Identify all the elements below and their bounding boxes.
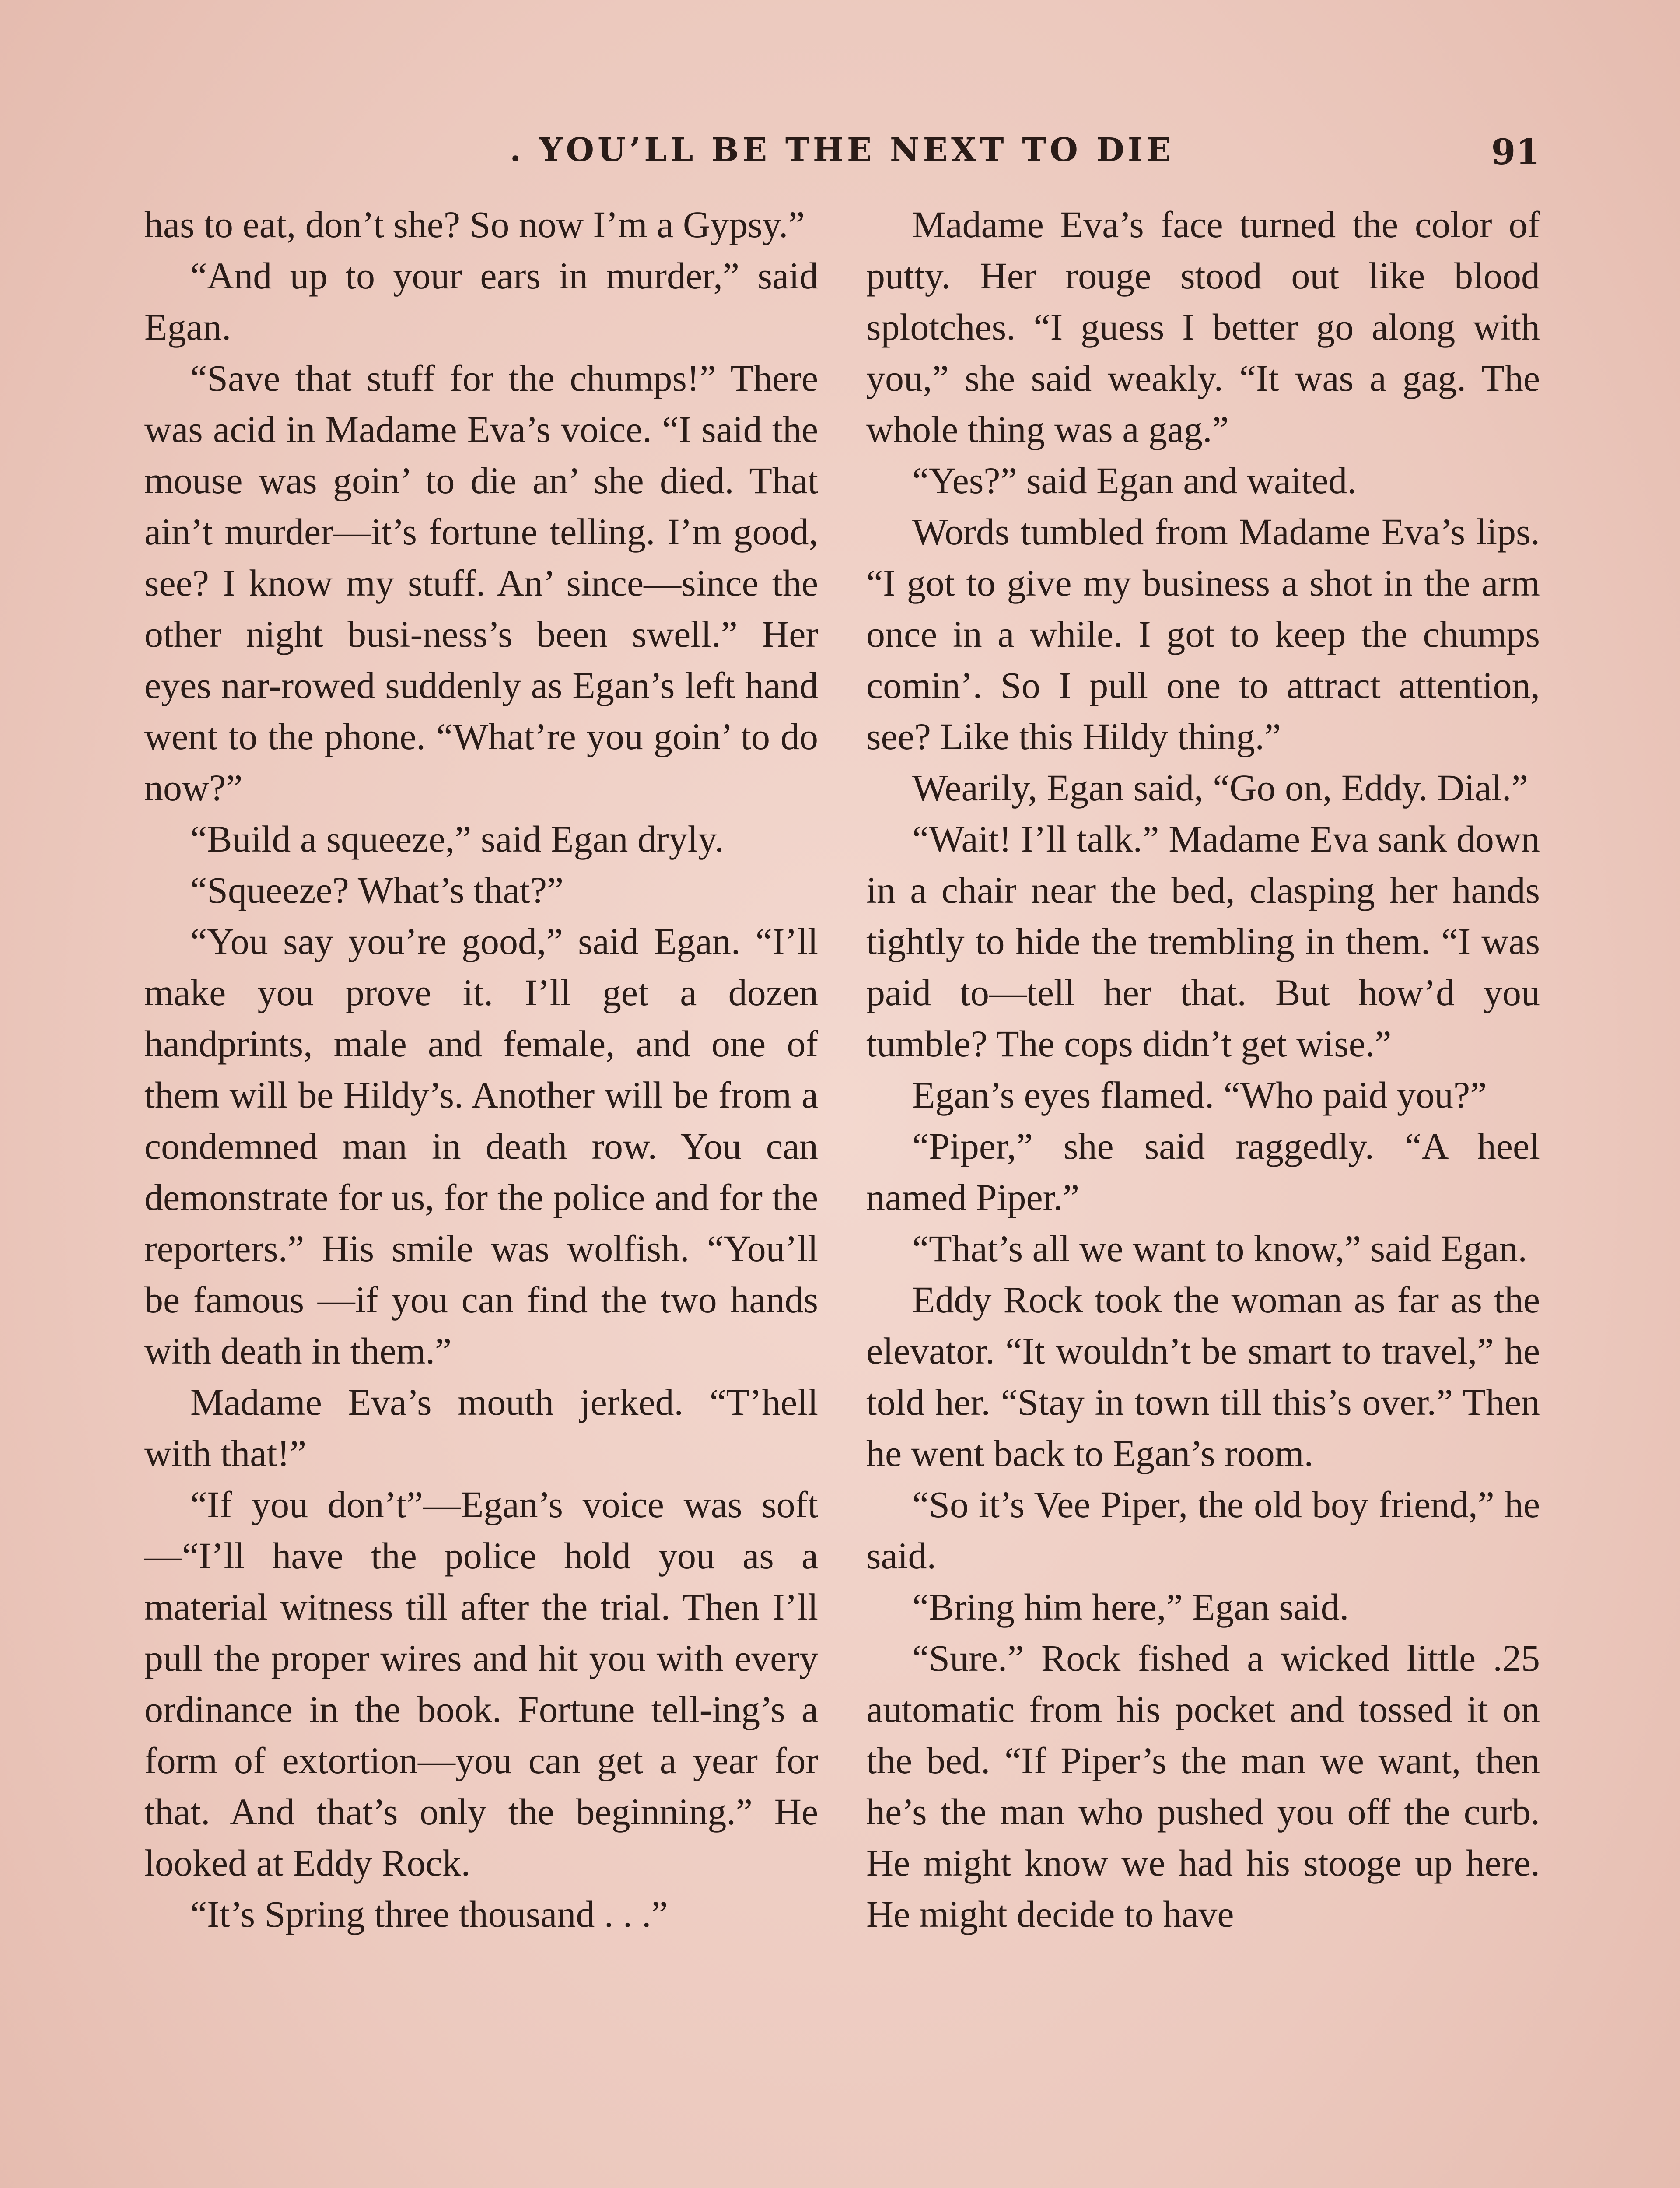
paragraph: “Wait! I’ll talk.” Madame Eva sank down in a chair near the bed, clasping her hands tightly to hide the trembling in them. “I was paid to—tell her that. But how’d you tumble? The cops didn’t get wise.” <box>866 818 1540 1065</box>
paragraph: Wearily, Egan said, “Go on, Eddy. Dial.” <box>912 767 1528 809</box>
paragraph: Madame Eva’s face turned the color of putty. Her rouge stood out like blood splotches. “I guess I better go along with you,” she said weakly. “It was a gag. The whole thing was a gag.” <box>866 203 1540 450</box>
paragraph: Egan’s eyes flamed. “Who paid you?” <box>912 1074 1487 1116</box>
paragraph: “And up to your ears in murder,” said Egan. <box>144 255 818 348</box>
running-header <box>144 131 1540 179</box>
paragraph: “Piper,” she said raggedly. “A heel named Piper.” <box>866 1125 1540 1218</box>
paragraph: “Yes?” said Egan and waited. <box>912 459 1357 501</box>
paragraph: “Bring him here,” Egan said. <box>912 1586 1349 1628</box>
paragraph: Words tumbled from Madame Eva’s lips. “I got to give my business a shot in the arm once in a while. I got to keep the chumps comin’. So I pull one to attract attention, see? Like this Hildy thing.” <box>866 511 1540 757</box>
paragraph: has to eat, don’t she? So now I’m a Gypsy.” <box>144 203 805 245</box>
paragraph: “Sure.” Rock fished a wicked little .25 automatic from his pocket and tossed it on the bed. “If Piper’s the man we want, then he’s the man who pushed you off the curb. He might know we had his stooge up here. He might decide to have <box>866 1637 1540 1935</box>
paragraph: “It’s Spring three thousand . . .” <box>190 1893 668 1935</box>
paragraph: “Squeeze? What’s that?” <box>190 869 564 911</box>
paragraph: Eddy Rock took the woman as far as the elevator. “It wouldn’t be smart to travel,” he told her. “Stay in town till this’s over.” Then he went back to Egan’s room. <box>866 1279 1540 1474</box>
paragraph: “Build a squeeze,” said Egan dryly. <box>190 818 724 860</box>
running-title: . YOU’LL BE THE NEXT TO DIE <box>510 131 1175 169</box>
paragraph: “If you don’t”—Egan’s voice was soft—“I’ll have the police hold you as a material witness till after the trial. Then I’ll pull the proper wires and hit you with every ordinance in the book. Fortune tell-ing’s a form of extortion—you can get a year for that. And that’s only the beginning.” He looked at Eddy Rock. <box>144 1483 818 1884</box>
paragraph: Madame Eva’s mouth jerked. “T’hell with that!” <box>144 1381 818 1474</box>
paragraph: “That’s all we want to know,” said Egan. <box>912 1227 1527 1269</box>
paragraph: “You say you’re good,” said Egan. “I’ll make you prove it. I’ll get a dozen handprints, male and female, and one of them will be Hildy’s. Another will be from a condemned man in death row. You can demonstrate for us, for the police and for the reporters.” His smile was wolfish. “You’ll be famous —if you can find the two hands with death in them.” <box>144 920 818 1372</box>
left-column <box>144 199 818 1940</box>
paragraph: “So it’s Vee Piper, the old boy friend,” he said. <box>866 1483 1540 1577</box>
paragraph: “Save that stuff for the chumps!” There was acid in Madame Eva’s voice. “I said the mouse was goin’ to die an’ she died. That ain’t murder—it’s fortune telling. I’m good, see? I know my stuff. An’ since—since the other night busi-ness’s been swell.” Her eyes nar-rowed suddenly as Egan’s left hand went to the phone. “What’re you goin’ to do now?” <box>144 357 818 809</box>
right-column <box>866 199 1540 1940</box>
page-number: 91 <box>1491 131 1540 172</box>
